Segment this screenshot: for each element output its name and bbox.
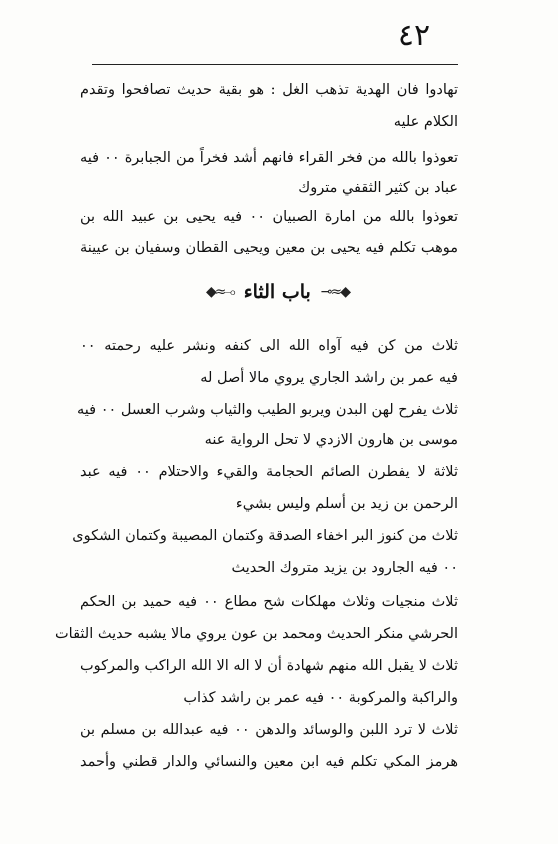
text-line: الكلام عليه — [393, 114, 458, 130]
text-line: تعوذوا بالله من امارة الصبيان ٠٠ فيه يحيى بن عبيد الله بن — [80, 209, 458, 225]
text-line: ثلاث يفرح لهن البدن ويربو الطيب والثياب وشرب العسل ٠٠ فيه — [76, 402, 458, 418]
text-line: ثلاث لا يقبل الله منهم شهادة أن لا اله الا الله الراكب والمركوب — [80, 658, 458, 674]
text-line: ثلاث من كنوز البر اخفاء الصدقة وكتمان المصيبة وكتمان الشكوى — [72, 528, 458, 544]
text-line: موهب تكلم فيه يحيى بن معين ويحيى القطان وسفيان بن عيينة — [80, 240, 458, 256]
text-line: موسى بن هارون الازدي لا تحل الرواية عنه — [204, 432, 458, 448]
text-line: ثلاث لا ترد اللبن والوسائد والدهن ٠٠ فيه عبدالله بن مسلم بن — [80, 722, 458, 738]
text-line: عباد بن كثير الثقفي متروك — [298, 180, 458, 196]
ornament-left-icon: ⟜≈◆ — [205, 284, 234, 300]
text-line: ٠٠ فيه الجارود بن يزيد متروك الحديث — [231, 560, 458, 576]
page-number: ٤٢ — [397, 18, 431, 53]
text-line: فيه عمر بن راشد الجاري يروي مالا أصل له — [200, 370, 458, 386]
ornament-right-icon: ◆≈⊸ — [320, 284, 350, 300]
section-heading-text: باب الثاء — [243, 281, 311, 303]
text-line: تعوذوا بالله من فخر القراء فانهم أشد فخراً من الجبابرة ٠٠ فيه — [80, 150, 458, 166]
text-line: هرمز المكي تكلم فيه ابن معين والنسائي والدار قطني وأحمد — [80, 754, 458, 770]
text-line: الرحمن بن زيد بن أسلم وليس بشيء — [235, 496, 458, 512]
text-line: والراكبة والمركوبة ٠٠ فيه عمر بن راشد كذاب — [183, 690, 458, 706]
text-line: ثلاث منجيات وثلاث مهلكات شح مطاع ٠٠ فيه حميد بن الحكم — [80, 594, 458, 610]
section-heading — [155, 278, 400, 306]
text-line: الحرشي منكر الحديث ومحمد بن عون يروي مالا يشبه حديث الثقات — [55, 626, 458, 642]
header-rule — [92, 64, 458, 65]
text-line: ثلاثة لا يفطرن الصائم الحجامة والقيء والاحتلام ٠٠ فيه عبد — [80, 464, 458, 480]
text-line: تهادوا فان الهدية تذهب الغل : هو بقية حديث تصافحوا وتقدم — [80, 82, 458, 98]
text-line: ثلاث من كن فيه آواه الله الى كنفه ونشر عليه رحمته ٠٠ — [80, 338, 458, 354]
